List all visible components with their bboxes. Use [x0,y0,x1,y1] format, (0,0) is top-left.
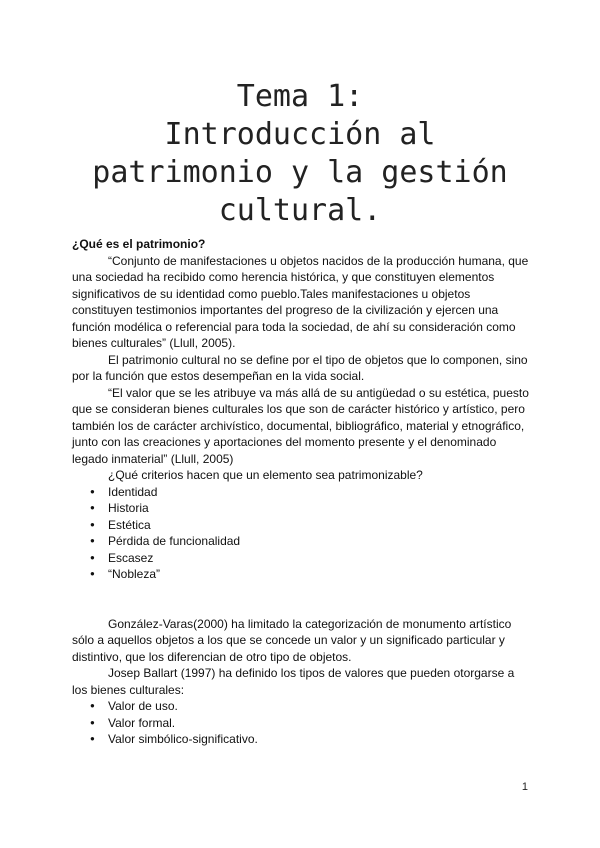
body-paragraph: González-Varas(2000) ha limitado la categorización de monumento artístico sólo a aquellos objetos a los que se concede un valor y un significado particular y distintivo, que los diferencian de otro tipo de objetos. [72,616,512,664]
list-item: ● Valor simbólico-significativo. [72,731,532,748]
title-line: cultural. [218,193,382,228]
list-item: ● Pérdida de funcionalidad [72,533,532,550]
quote-paragraph: “Conjunto de manifestaciones u objetos nacidos de la producción humana, que una sociedad ha recibido como herencia histórica, y que constituyen elementos significativos de su identidad como pueblo.Tales manifestaciones u objetos constituyen testimonios importantes del progreso de la civilización y ejercen una función modélica o referencial para toda la sociedad, de ahí su consideración como bienes culturales” (Llull, 2005). [72,253,529,350]
list-item: ● Identidad [72,484,532,501]
criteria-list [72,484,532,583]
document-body [72,236,532,748]
page-number: 1 [521,781,528,793]
title-line: patrimonio y la gestión [92,155,508,190]
list-item: ● Valor formal. [72,715,532,732]
list-item: ● “Nobleza” [72,566,532,583]
quote-paragraph: “El valor que se les atribuye va más allá de su antigüedad o su estética, puesto que se consideran bienes culturales los que son de carácter histórico y artístico, pero también los de carácter archivístico, documental, bibliográfico, material y etnográfico, junto con las creaciones y aportaciones del momento presente y el denominado legado inmaterial” (Llull, 2005) [72,385,529,466]
page-title [60,78,540,230]
body-paragraph: El patrimonio cultural no se define por el tipo de objetos que lo componen, sino por la función que estos desempeñan en la vida social. [72,352,528,383]
list-item: ● Valor de uso. [72,698,532,715]
section-heading: ¿Qué es el patrimonio? [72,237,206,251]
spacer [72,583,532,616]
list-item: ● Escasez [72,550,532,567]
values-list [72,698,532,748]
body-paragraph: Josep Ballart (1997) ha definido los tipos de valores que pueden otorgarse a los bienes culturales: [72,666,515,697]
title-line: Tema 1: [236,79,364,114]
list-item: ● Estética [72,517,532,534]
list-item: ● Historia [72,500,532,517]
title-line: Introducción al [164,117,436,152]
question-paragraph: ¿Qué criterios hacen que un elemento sea patrimonizable? [108,468,423,482]
